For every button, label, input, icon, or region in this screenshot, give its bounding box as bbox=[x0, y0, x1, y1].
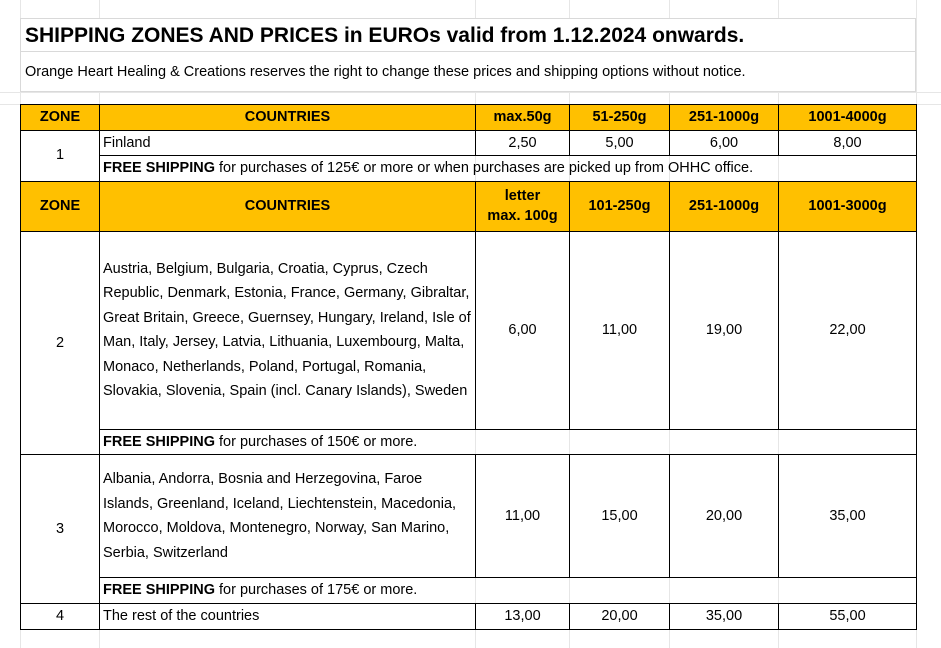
zone-countries: Finland bbox=[100, 130, 476, 156]
zone2-header-row bbox=[21, 181, 917, 231]
zone-number: 1 bbox=[21, 130, 100, 181]
header-countries: COUNTRIES bbox=[100, 181, 476, 231]
zone2-free-shipping-row bbox=[21, 429, 917, 455]
price-cell: 13,00 bbox=[476, 603, 570, 629]
price-cell: 55,00 bbox=[779, 603, 917, 629]
price-cell: 19,00 bbox=[670, 231, 779, 429]
shipping-price-table bbox=[20, 104, 917, 630]
free-shipping-text: for purchases of 125€ or more or when purchases are picked up from OHHC office. bbox=[215, 160, 754, 177]
zone1-row bbox=[21, 130, 917, 156]
price-cell: 5,00 bbox=[570, 130, 670, 156]
zone-number: 2 bbox=[21, 231, 100, 455]
zone-number: 3 bbox=[21, 455, 100, 604]
header-zone: ZONE bbox=[21, 181, 100, 231]
header-weight-4: 1001-4000g bbox=[779, 105, 917, 131]
free-shipping-label: FREE SHIPPING bbox=[103, 160, 215, 177]
zone-countries: Austria, Belgium, Bulgaria, Croatia, Cyprus, Czech Republic, Denmark, Estonia, France, Germany, Gibraltar, Great Britain, Greece, Guernsey, Hungary, Ireland, Isle of Man, Italy, Jersey, Latvia, Lithuania, Luxembourg, Malta, Monaco, Netherlands, Poland, Portugal, Romania, Slovakia, Slovenia, Spain (incl. Canary Islands), Sweden bbox=[100, 231, 476, 429]
price-cell: 11,00 bbox=[476, 455, 570, 578]
free-shipping-note bbox=[100, 429, 917, 455]
price-cell: 2,50 bbox=[476, 130, 570, 156]
header-weight-2: 51-250g bbox=[570, 105, 670, 131]
header-countries: COUNTRIES bbox=[100, 105, 476, 131]
header-weight-1-line1: letter bbox=[504, 188, 541, 205]
zone3-free-shipping-row bbox=[21, 578, 917, 604]
zone2-row bbox=[21, 231, 917, 429]
gridline bbox=[0, 92, 941, 93]
header-weight-3: 251-1000g bbox=[670, 105, 779, 131]
header-zone: ZONE bbox=[21, 105, 100, 131]
price-cell: 22,00 bbox=[779, 231, 917, 429]
page-title: SHIPPING ZONES AND PRICES in EUROs valid from 1.12.2024 onwards. bbox=[20, 18, 916, 52]
header-weight-2: 101-250g bbox=[570, 181, 670, 231]
price-cell: 8,00 bbox=[779, 130, 917, 156]
free-shipping-label: FREE SHIPPING bbox=[103, 433, 215, 450]
price-cell: 11,00 bbox=[570, 231, 670, 429]
zone-countries: The rest of the countries bbox=[100, 603, 476, 629]
price-cell: 20,00 bbox=[570, 603, 670, 629]
price-change-notice: Orange Heart Healing & Creations reserves the right to change these prices and shipping options without notice. bbox=[20, 52, 916, 92]
price-cell: 6,00 bbox=[476, 231, 570, 429]
price-cell: 6,00 bbox=[670, 130, 779, 156]
free-shipping-note bbox=[100, 156, 917, 182]
header-weight-1 bbox=[476, 181, 570, 231]
free-shipping-label: FREE SHIPPING bbox=[103, 582, 215, 599]
price-cell: 15,00 bbox=[570, 455, 670, 578]
price-cell: 20,00 bbox=[670, 455, 779, 578]
zone-number: 4 bbox=[21, 603, 100, 629]
price-cell: 35,00 bbox=[779, 455, 917, 578]
free-shipping-text: for purchases of 175€ or more. bbox=[215, 582, 418, 599]
header-weight-1-line2: max. 100g bbox=[487, 208, 558, 225]
zone-countries: Albania, Andorra, Bosnia and Herzegovina, Faroe Islands, Greenland, Iceland, Liechtenstein, Macedonia, Morocco, Moldova, Montenegro, Norway, San Marino, Serbia, Switzerland bbox=[100, 455, 476, 578]
header-weight-1: max.50g bbox=[476, 105, 570, 131]
price-cell: 35,00 bbox=[670, 603, 779, 629]
header-weight-3: 251-1000g bbox=[670, 181, 779, 231]
zone1-header-row bbox=[21, 105, 917, 131]
header-weight-4: 1001-3000g bbox=[779, 181, 917, 231]
free-shipping-text: for purchases of 150€ or more. bbox=[215, 433, 418, 450]
free-shipping-note bbox=[100, 578, 917, 604]
zone1-free-shipping-row bbox=[21, 156, 917, 182]
zone3-row bbox=[21, 455, 917, 578]
zone4-row bbox=[21, 603, 917, 629]
